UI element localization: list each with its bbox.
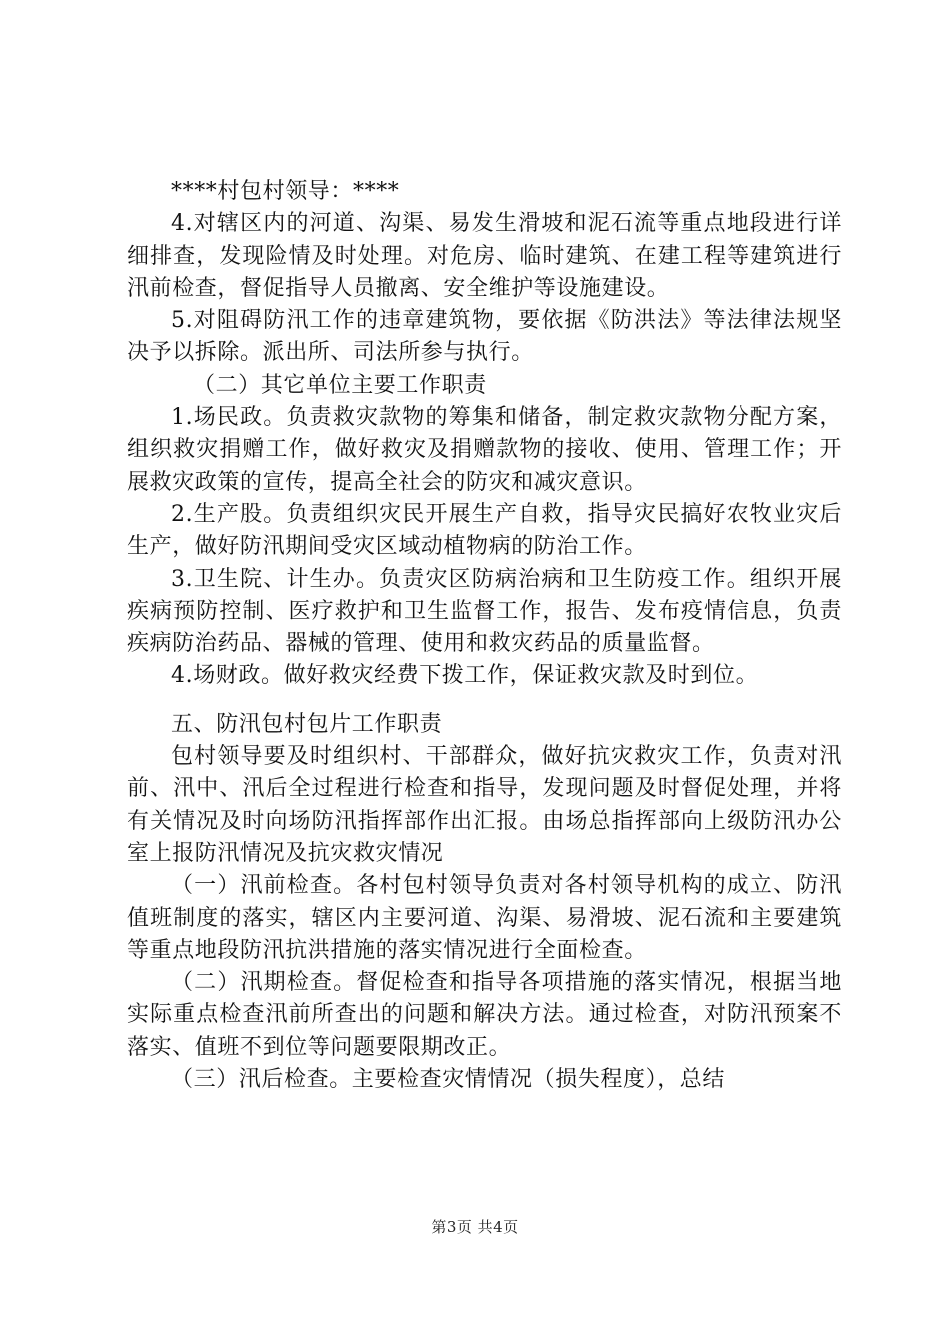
heading-section-five: 五、防汛包村包片工作职责 — [171, 711, 443, 737]
heading-other-units: （二）其它单位主要工作职责 — [193, 372, 487, 398]
paragraph-health: 3.卫生院、计生办。负责灾区防病治病和卫生防疫工作。组织开展疾病预防控制、医疗救护和卫生监督工作，报告、发布疫情信息，负责疾病防治药品、器械的管理、使用和救灾药品的质量监督。 — [127, 566, 842, 657]
paragraph-civil-affairs: 1.场民政。负责救灾款物的筹集和储备，制定救灾款物分配方案，组织救灾捐赠工作，做好救灾及捐赠款物的接收、使用、管理工作；开展救灾政策的宣传，提高全社会的防灾和减灾意识。 — [127, 405, 842, 495]
paragraph-production: 2.生产股。负责组织灾民开展生产自救，指导灾民搞好农牧业灾后生产，做好防汛期间受灾区域动植物病的防治工作。 — [127, 501, 842, 560]
paragraph-flood-period-check: （二）汛期检查。督促检查和指导各项措施的落实情况，根据当地实际重点检查汛前所查出的问题和解决方法。通过检查，对防汛预案不落实、值班不到位等问题要限期改正。 — [127, 970, 842, 1060]
paragraph-duty-5: 5.对阻碍防汛工作的违章建筑物，要依据《防洪法》等法律法规坚决予以拆除。派出所、司法所参与执行。 — [127, 308, 842, 366]
page-footer: 第3页 共4页 — [431, 1218, 519, 1236]
paragraph-pre-flood-check: （一）汛前检查。各村包村领导负责对各村领导机构的成立、防汛值班制度的落实，辖区内主要河道、沟渠、易滑坡、泥石流和主要建筑等重点地段防汛抗洪措施的落实情况进行全面检查。 — [127, 873, 842, 963]
paragraph-village-leader: ****村包村领导：**** — [171, 179, 400, 204]
paragraph-village-leaders-duty: 包村领导要及时组织村、干部群众，做好抗灾救灾工作，负责对汛前、汛中、汛后全过程进行检查和指导，发现问题及时督促处理，并将有关情况及时向场防汛指挥部作出汇报。由场总指挥部向上级防汛办公室上报防汛情况及抗灾救灾情况 — [127, 744, 842, 866]
paragraph-post-flood-check: （三）汛后检查。主要检查灾情情况（损失程度），总结 — [171, 1067, 726, 1093]
document-body — [127, 176, 842, 1096]
paragraph-finance: 4.场财政。做好救灾经费下拨工作，保证救灾款及时到位。 — [171, 663, 759, 689]
paragraph-duty-4: 4.对辖区内的河道、沟渠、易发生滑坡和泥石流等重点地段进行详细排查，发现险情及时处理。对危房、临时建筑、在建工程等建筑进行汛前检查，督促指导人员撤离、安全维护等设施建设。 — [127, 211, 842, 301]
